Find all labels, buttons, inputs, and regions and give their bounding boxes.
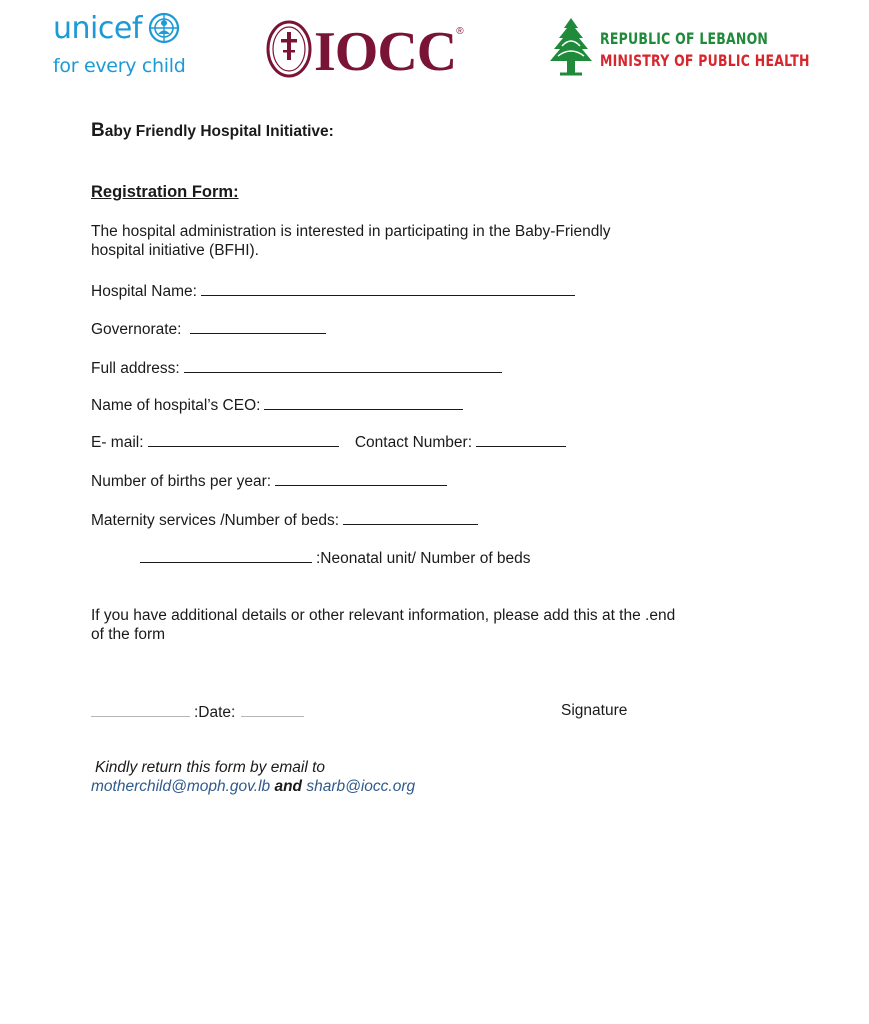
maternity-beds-field[interactable]: [343, 510, 478, 525]
ceo-label: Name of hospital’s CEO:: [91, 397, 261, 414]
email-link-iocc[interactable]: sharb@iocc.org: [306, 778, 416, 795]
hospital-name-label: Hospital Name:: [91, 283, 197, 300]
additional-info-note: If you have additional details or other relevant information, please add this at the .end of the form: [91, 607, 676, 643]
governorate-field[interactable]: [190, 319, 326, 334]
email-link-moph[interactable]: motherchild@moph.gov.lb: [91, 778, 271, 795]
contact-field[interactable]: [476, 432, 566, 447]
births-row: [91, 471, 447, 491]
unicef-globe-icon: [148, 12, 180, 49]
and-text: and: [274, 778, 303, 795]
neonatal-row: [140, 548, 531, 568]
signature-label: Signature: [561, 702, 628, 719]
iocc-logo: [266, 20, 464, 83]
moph-line-ministry: MINISTRY OF PUBLIC HEALTH: [600, 51, 810, 70]
email-field[interactable]: [148, 432, 339, 447]
form-heading: Registration Form:: [91, 183, 239, 201]
unicef-logo: [53, 12, 186, 77]
iocc-seal-icon: [266, 20, 312, 83]
unicef-wordmark: unicef: [53, 11, 142, 46]
neonatal-beds-field[interactable]: [140, 548, 312, 563]
intro-paragraph: The hospital administration is interested in participating in the Baby-Friendly hospital initiative (BFHI).: [91, 223, 611, 259]
maternity-row: [91, 510, 478, 530]
births-field[interactable]: [275, 471, 447, 486]
full-address-row: [91, 358, 502, 378]
hospital-name-row: [91, 281, 575, 301]
return-text: Kindly return this form by email to: [95, 759, 326, 776]
date-label: :Date:: [194, 704, 236, 721]
births-label: Number of births per year:: [91, 473, 272, 490]
full-address-field[interactable]: [184, 358, 502, 373]
iocc-registered-mark: ®: [456, 26, 464, 37]
cedar-tree-icon: [548, 16, 594, 83]
ceo-row: [91, 395, 463, 415]
date-field-left[interactable]: [91, 702, 190, 717]
return-instructions: [91, 758, 415, 796]
page-title: [91, 120, 334, 142]
hospital-name-field[interactable]: [201, 281, 575, 296]
maternity-label: Maternity services /Number of beds:: [91, 512, 340, 529]
full-address-label: Full address:: [91, 360, 180, 377]
unicef-tagline: for every child: [53, 55, 186, 77]
title-rest: aby Friendly Hospital Initiative:: [104, 123, 334, 140]
email-contact-row: [91, 432, 566, 452]
title-initial: B: [91, 120, 105, 141]
header-logos: [0, 0, 810, 100]
iocc-wordmark: IOCC: [314, 20, 457, 83]
moph-logo: [548, 16, 869, 83]
governorate-row: [91, 319, 326, 339]
governorate-label: Governorate:: [91, 321, 182, 338]
date-row: [91, 702, 304, 722]
moph-line-republic: REPUBLIC OF LEBANON: [600, 29, 769, 48]
ceo-field[interactable]: [264, 395, 463, 410]
neonatal-label: :Neonatal unit/ Number of beds: [316, 550, 531, 567]
date-field-right[interactable]: [241, 702, 304, 717]
email-label: E- mail:: [91, 434, 144, 451]
contact-label: Contact Number:: [354, 434, 473, 451]
